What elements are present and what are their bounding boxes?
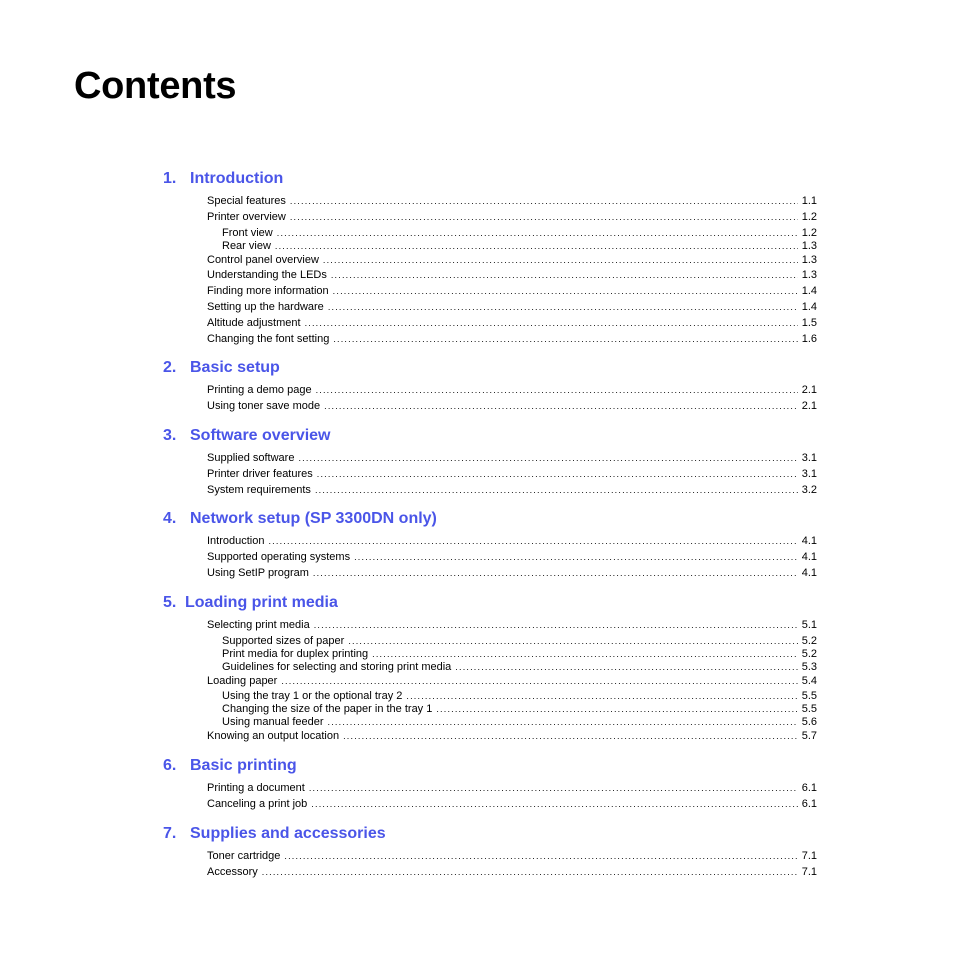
entry-label: Canceling a print job [207,797,308,810]
toc-subentry[interactable] [163,240,817,253]
entry-page-number: 1.5 [801,316,817,329]
entry-page-number: 5.2 [801,634,817,647]
section-number: 5. [163,593,177,611]
entry-label: Supplied software [207,451,295,464]
entry-label: Printing a document [207,782,305,795]
toc-entry[interactable] [163,566,817,582]
entry-label: Supported sizes of paper [222,634,345,647]
toc-entry[interactable] [163,674,817,690]
entry-page-number: 5.5 [801,690,817,703]
section-title: Loading print media [185,593,338,611]
section-title: Introduction [190,170,284,187]
entry-label: Toner cartridge [207,849,281,862]
dot-leader [406,690,797,703]
toc-section-basic-setup [163,357,817,415]
toc-subentry[interactable] [163,661,817,674]
toc-entry[interactable] [163,618,817,634]
entry-label: Using the tray 1 or the optional tray 2 [222,690,403,703]
toc-entry[interactable] [163,268,817,284]
dot-leader [262,865,798,881]
entry-label: Guidelines for selecting and storing print media [222,660,452,673]
toc-entry[interactable] [163,194,817,210]
dot-leader [348,635,797,648]
entry-label: Supported operating systems [207,551,351,564]
toc-section-basic-printing [163,755,817,813]
toc-entry[interactable] [163,781,817,797]
entry-label: Using toner save mode [207,400,321,413]
toc-entry[interactable] [163,467,817,483]
entry-label: Printer overview [207,210,286,223]
toc-entry[interactable] [163,797,817,813]
entry-label: Selecting print media [207,618,310,631]
entry-label: Changing the size of the paper in the tray 1 [222,703,433,716]
entry-label: Front view [222,226,273,239]
section-heading[interactable] [163,823,817,847]
section-number: 6. [163,757,177,775]
section-heading[interactable] [163,425,817,449]
section-title: Supplies and accessories [190,824,386,842]
entry-label: Printer driver features [207,467,313,480]
entry-label: Rear view [222,239,271,252]
toc-subentry[interactable] [163,703,817,716]
entry-label: Control panel overview [207,253,319,266]
toc-entry[interactable] [163,865,817,881]
section-title: Basic printing [190,757,297,775]
dot-leader [277,227,798,240]
entry-page-number: 1.3 [801,269,817,282]
dot-leader [331,268,798,284]
toc-subentry[interactable] [163,227,817,240]
section-title: Software overview [190,426,331,444]
dot-leader [372,648,798,661]
toc-section-loading-print-media [163,592,817,745]
toc-section-network-setup [163,508,817,581]
toc-entry[interactable] [163,316,817,332]
dot-leader [313,566,798,582]
entry-page-number: 5.5 [801,703,817,716]
dot-leader [333,284,798,300]
table-of-contents [163,168,817,890]
dot-leader [290,194,798,210]
dot-leader [305,316,798,332]
section-title: Basic setup [190,359,280,377]
section-heading[interactable] [163,755,817,779]
entry-label: Print media for duplex printing [222,647,369,660]
dot-leader [284,849,797,865]
entry-label: Understanding the LEDs [207,269,327,282]
entry-page-number: 5.2 [801,647,817,660]
dot-leader [311,797,797,813]
toc-subentry[interactable] [163,716,817,729]
entry-page-number: 1.3 [801,253,817,266]
toc-entry[interactable] [163,300,817,316]
toc-entry[interactable] [163,451,817,467]
entry-page-number: 5.1 [801,618,817,631]
toc-section-introduction [163,168,817,347]
page-title: Contents [74,65,237,107]
entry-page-number: 3.1 [801,451,817,464]
entry-page-number: 2.1 [801,384,817,397]
entry-page-number: 5.3 [801,660,817,673]
toc-entry[interactable] [163,849,817,865]
toc-subentry[interactable] [163,690,817,703]
section-number: 4. [163,510,177,528]
entry-page-number: 1.4 [801,300,817,313]
entry-page-number: 7.1 [801,849,817,862]
entry-page-number: 1.2 [801,210,817,223]
dot-leader [268,534,797,550]
toc-entry[interactable] [163,550,817,566]
entry-label: Setting up the hardware [207,300,324,313]
entry-label: Using manual feeder [222,716,324,729]
toc-entry[interactable] [163,383,817,399]
dot-leader [436,703,797,716]
dot-leader [455,661,797,674]
entry-label: Printing a demo page [207,384,312,397]
toc-entry[interactable] [163,210,817,226]
dot-leader [309,781,798,797]
entry-page-number: 1.1 [801,195,817,207]
entry-label: Special features [207,195,286,207]
dot-leader [354,550,798,566]
entry-page-number: 5.4 [801,674,817,687]
entry-label: Loading paper [207,674,278,687]
entry-page-number: 1.6 [801,332,817,345]
dot-leader [315,483,798,499]
dot-leader [290,210,798,226]
dot-leader [343,729,798,745]
toc-entry[interactable] [163,253,817,269]
entry-page-number: 1.2 [801,226,817,239]
entry-page-number: 4.1 [801,566,817,579]
entry-page-number: 1.4 [801,285,817,298]
toc-entry[interactable] [163,729,817,745]
entry-label: Finding more information [207,285,329,298]
section-title: Network setup (SP 3300DN only) [190,510,437,528]
entry-page-number: 1.3 [801,239,817,252]
entry-page-number: 6.1 [801,797,817,810]
entry-label: System requirements [207,483,311,496]
section-number: 1. [163,170,177,187]
entry-label: Altitude adjustment [207,316,301,329]
entry-page-number: 7.1 [801,865,817,878]
toc-entry[interactable] [163,332,817,348]
section-heading[interactable] [163,508,817,532]
toc-section-supplies-and-accessories [163,823,817,881]
entry-label: Knowing an output location [207,730,340,743]
entry-label: Accessory [207,865,258,878]
entry-label: Introduction [207,535,265,548]
entry-page-number: 3.1 [801,467,817,480]
entry-page-number: 5.7 [801,730,817,743]
toc-subentry[interactable] [163,648,817,661]
entry-label: Using SetIP program [207,566,309,579]
entry-page-number: 3.2 [801,483,817,496]
dot-leader [333,332,797,348]
dot-leader [298,451,797,467]
dot-leader [324,399,798,415]
section-heading[interactable] [163,168,817,192]
toc-section-software-overview [163,425,817,498]
dot-leader [316,383,798,399]
section-heading[interactable] [163,592,817,616]
section-number: 7. [163,824,177,842]
dot-leader [281,674,797,690]
entry-page-number: 4.1 [801,535,817,548]
toc-subentry[interactable] [163,635,817,648]
entry-page-number: 5.6 [801,716,817,729]
section-number: 3. [163,426,177,444]
toc-entry[interactable] [163,284,817,300]
dot-leader [323,253,798,269]
dot-leader [275,240,798,253]
dot-leader [328,716,798,729]
toc-entry[interactable] [163,534,817,550]
dot-leader [328,300,798,316]
entry-label: Changing the font setting [207,332,330,345]
entry-page-number: 4.1 [801,551,817,564]
entry-page-number: 2.1 [801,400,817,413]
dot-leader [317,467,798,483]
dot-leader [314,618,798,634]
section-heading[interactable] [163,357,817,381]
entry-page-number: 6.1 [801,782,817,795]
toc-entry[interactable] [163,399,817,415]
section-number: 2. [163,359,177,377]
toc-entry[interactable] [163,483,817,499]
